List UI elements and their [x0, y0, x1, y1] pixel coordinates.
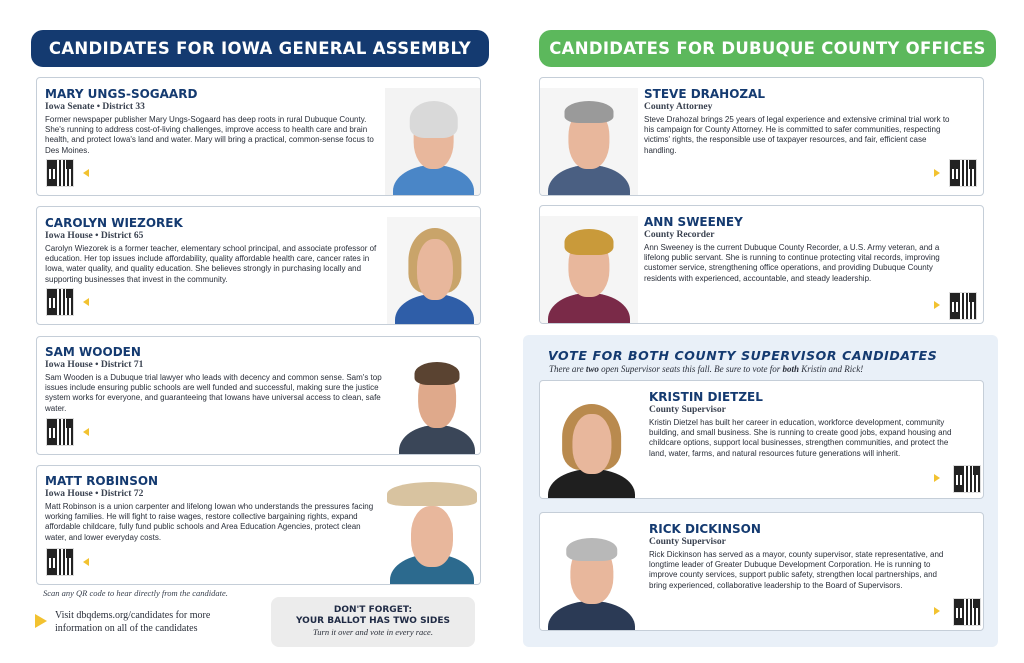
play-arrow-icon — [83, 558, 89, 566]
qr-code-icon[interactable] — [953, 465, 981, 493]
candidate-bio: Matt Robinson is a union carpenter and lifelong Iowan who understands the pressures facing working families. He will fight to raise wages, restore collective bargaining rights, expand affordable childcare, fully fund public schools and Area Education Agencies, protect clean water, and lower everyday costs. — [45, 502, 374, 542]
candidate-bio: Kristin Dietzel has built her career in education, workforce development, community building, and small business. She is running to create good jobs, expand housing and childcare options, support local businesses, strengthen communities, and protect the land, water, farms, and natural resources future generations will inherit. — [649, 418, 952, 458]
candidate-name: ANN SWEENEY — [644, 215, 743, 229]
supervisor-title: VOTE FOR BOTH COUNTY SUPERVISOR CANDIDATES — [548, 348, 938, 363]
candidate-photo — [382, 478, 481, 585]
play-arrow-icon — [83, 428, 89, 436]
candidate-office: Iowa House • District 71 — [45, 360, 144, 370]
play-arrow-icon — [934, 169, 940, 177]
candidate-photo — [392, 349, 481, 455]
candidate-photo — [540, 88, 638, 196]
candidate-photo — [387, 217, 481, 325]
candidate-card-wooden — [36, 336, 481, 455]
candidate-name: SAM WOODEN — [45, 345, 141, 359]
candidate-name: MARY UNGS-SOGAARD — [45, 87, 198, 101]
candidate-office: County Supervisor — [649, 405, 726, 415]
candidate-card-wiezorek — [36, 206, 481, 325]
candidate-bio: Rick Dickinson has served as a mayor, county supervisor, state representative, and longtime leader of Greater Dubuque Development Corporation. He is running to improve county services, support public safety, strengthen local partnerships, and bring experienced, collaborative leadership to the Board of Supervisors. — [649, 550, 944, 590]
candidate-bio: Steve Drahozal brings 25 years of legal experience and extensive criminal trial work to his campaign for County Attorney. He is committed to safer communities, respecting victims' rights, the responsible use of taxpayer resources, and fair, efficient case handling. — [644, 115, 950, 155]
visit-website-text[interactable]: Visit dbqdems.org/candidates for more information on all of the candidates — [55, 610, 211, 634]
subtitle-emphasis: two — [585, 364, 599, 374]
ballot-reminder — [271, 597, 475, 647]
play-arrow-icon — [35, 614, 47, 628]
reminder-note: Turn it over and vote in every race. — [313, 627, 433, 637]
county-header: CANDIDATES FOR DUBUQUE COUNTY OFFICES — [539, 30, 996, 67]
candidate-name: KRISTIN DIETZEL — [649, 390, 763, 404]
play-arrow-icon — [934, 301, 940, 309]
candidate-photo — [540, 525, 643, 631]
candidate-name: RICK DICKINSON — [649, 522, 761, 536]
play-arrow-icon — [83, 298, 89, 306]
reminder-heading-2: YOUR BALLOT HAS TWO SIDES — [295, 616, 450, 626]
candidate-office: Iowa House • District 65 — [45, 231, 144, 241]
subtitle-text: open Supervisor seats this fall. Be sure to vote for — [598, 364, 783, 374]
candidate-photo — [385, 88, 481, 196]
qr-code-icon[interactable] — [46, 548, 74, 576]
candidate-bio: Carolyn Wiezorek is a former teacher, elementary school principal, and associate professor of education. Her top issues include affordability, quality affordable health care, cancer rates in Iowa, water quality, and quality education. She believes strongly in purchasing locally and supporting businesses that invest in the community. — [45, 244, 377, 284]
subtitle-text: There are — [549, 364, 586, 374]
qr-code-icon[interactable] — [46, 159, 74, 187]
supervisor-subtitle — [549, 364, 863, 374]
candidate-card-dickinson — [539, 512, 984, 631]
candidate-bio: Sam Wooden is a Dubuque trial lawyer who leads with decency and common sense. Sam's top issues include ensuring public schools are well funded and successful, making sure the justice system works for everyone, and guaranteeing that Iowans have universal access to clean, safe water. — [45, 373, 382, 413]
candidate-photo — [540, 216, 638, 324]
candidate-card-robinson — [36, 465, 481, 585]
candidate-office: County Recorder — [644, 230, 715, 240]
candidate-office: County Attorney — [644, 102, 713, 112]
candidate-name: MATT ROBINSON — [45, 474, 159, 488]
play-arrow-icon — [934, 607, 940, 615]
subtitle-text: Kristin and Rick! — [799, 364, 864, 374]
candidate-bio: Former newspaper publisher Mary Ungs-Sogaard has deep roots in rural Dubuque County. She's running to address cost-of-living challenges, improve access to health care and brain health, and protect Iowa's land and water. Mary will bring a practical, common-sense focus to Des Moines. — [45, 115, 374, 155]
candidate-name: CAROLYN WIEZOREK — [45, 216, 183, 230]
qr-code-icon[interactable] — [949, 292, 977, 320]
qr-code-icon[interactable] — [949, 159, 977, 187]
reminder-heading: DON'T FORGET: — [333, 605, 413, 615]
qr-code-icon[interactable] — [953, 598, 981, 626]
subtitle-emphasis: both — [782, 364, 800, 374]
candidate-photo — [540, 393, 643, 499]
candidate-name: STEVE DRAHOZAL — [644, 87, 766, 101]
qr-code-icon[interactable] — [46, 288, 74, 316]
candidate-card-dietzel — [539, 380, 984, 499]
play-arrow-icon — [934, 474, 940, 482]
candidate-bio: Ann Sweeney is the current Dubuque County Recorder, a U.S. Army veteran, and a lifelong public servant. She is running to continue protecting vital records, improving customer service, strengthening office operations, and providing Dubuque County residents with experienced, accountable, and steady leadership. — [644, 243, 940, 283]
assembly-header: CANDIDATES FOR IOWA GENERAL ASSEMBLY — [31, 30, 489, 67]
scan-note: Scan any QR code to hear directly from the candidate. — [43, 588, 228, 598]
candidate-office: Iowa House • District 72 — [45, 489, 144, 499]
play-arrow-icon — [83, 169, 89, 177]
candidate-office: Iowa Senate • District 33 — [45, 102, 145, 112]
qr-code-icon[interactable] — [46, 418, 74, 446]
candidate-card-ungs-sogaard — [36, 77, 481, 196]
candidate-card-sweeney — [539, 205, 984, 324]
candidate-card-drahozal — [539, 77, 984, 196]
candidate-office: County Supervisor — [649, 537, 726, 547]
